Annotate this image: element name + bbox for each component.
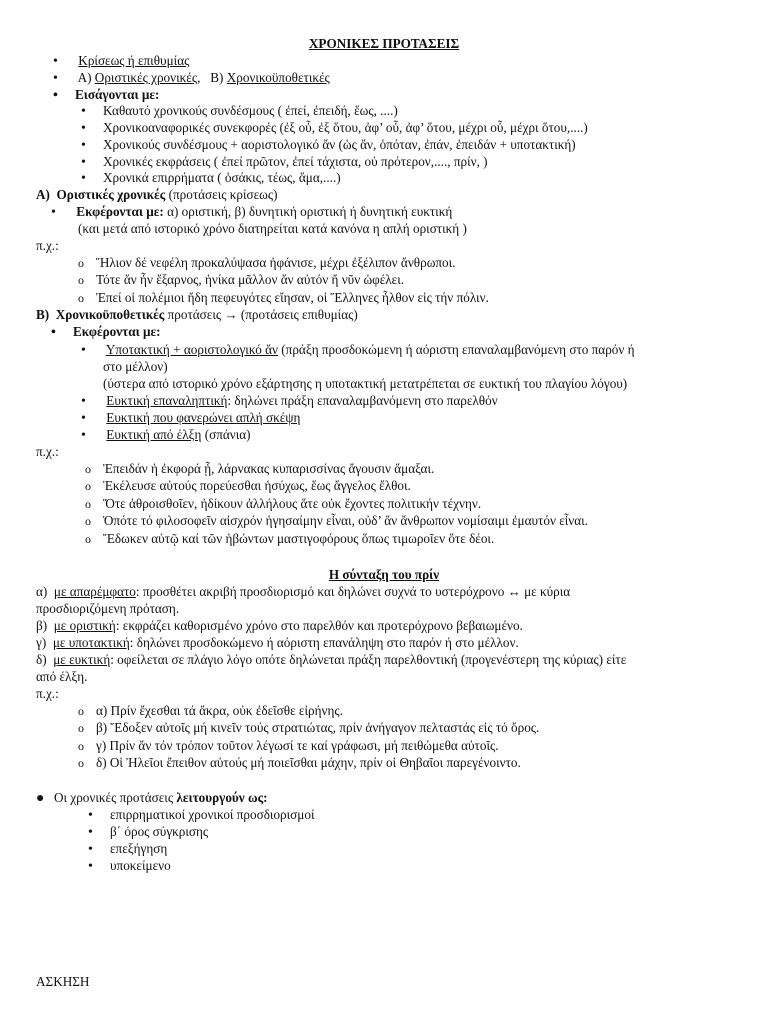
section-a-expr-rest: α) οριστική, β) δυνητική οριστική ή δυνητική ευκτική bbox=[163, 204, 453, 219]
section-b-expr: • Εκφέρονται με: bbox=[73, 323, 160, 341]
section-a-example-2: o Τότε ἄν ἦν ἔξαρνος, ἡνίκα μᾶλλον ἄν αὐτόν ἤ νῦν ὠφέλει. bbox=[96, 271, 404, 289]
intro-item-2-a: Οριστικές χρονικές bbox=[94, 70, 198, 85]
section-b-item-1-cont: στο μέλλον) bbox=[103, 359, 168, 374]
prin-example-1: o α) Πρίν ἔχεσθαι τά ἄκρα, οὐκ ἐδεῖσθε εἰρήνης. bbox=[96, 702, 343, 720]
exercise-heading: ΑΣΚΗΣΗ bbox=[36, 974, 90, 989]
intro-sub-3: • Χρονικούς συνδέσμους + αοριστολογικό ἄν (ὡς ἄν, ὁπόταν, ἐπάν, ἐπειδάν + υποτακτική) bbox=[103, 136, 576, 154]
prin-c-rest: : δηλώνει προσδοκώμενο ή αόριστη επανάληψη στο παρόν ή στο μέλλον. bbox=[129, 635, 519, 650]
intro-sub-1: • Καθαυτό χρονικούς συνδέσμους ( ἐπεί, ἐπειδή, ἕως, ....) bbox=[103, 102, 398, 120]
function-lead-text: Οι χρονικές προτάσεις bbox=[54, 790, 177, 805]
prin-c bbox=[36, 634, 519, 651]
intro-sub-5: • Χρονικά επιρρήματα ( ὁσάκις, τέως, ἅμα,....) bbox=[103, 169, 341, 187]
prin-b bbox=[36, 617, 523, 634]
prin-example-2: o β) Ἔδοξεν αὐτοῖς μή κινεῖν τούς στρατιώτας, πρίν ἀνήγαγον πελταστάς εἰς τό ὄρος. bbox=[96, 719, 539, 737]
prin-b-u: με οριστική bbox=[53, 618, 116, 633]
section-b-example-1: o Ἐπειδάν ἡ ἐκφορά ᾖ, λάρνακας κυπαρισσίνας ἄγουσιν ἅμαξαι. bbox=[103, 460, 434, 478]
section-b-example-3: o Ὅτε ἀθροισθοῖεν, ἠδίκουν ἀλλήλους ἅτε οὐκ ἔχοντες πολιτικήν τέχνην. bbox=[103, 495, 481, 513]
section-b-item-2-rest: : δηλώνει πράξη επαναλαμβανόμενη στο παρελθόν bbox=[227, 393, 498, 408]
section-b-heading-rest: προτάσεις → (προτάσεις επιθυμίας) bbox=[164, 307, 358, 322]
section-b-item-4-rest: (σπάνια) bbox=[201, 427, 251, 442]
page-title: ΧΡΟΝΙΚΕΣ ΠΡΟΤΑΣΕΙΣ bbox=[308, 36, 460, 51]
prin-example-3: o γ) Πρίν ἄν τόν τρόπον τοῦτον λέγωσί τε καί γράφωσι, μή πειθώμεθα αὐτοῖς. bbox=[96, 737, 499, 755]
section-b-eg-label: π.χ.: bbox=[36, 444, 59, 459]
section-b-item-2-u: Ευκτική επαναληπτική bbox=[106, 393, 228, 408]
prin-c-pre: γ) bbox=[36, 635, 53, 650]
intro-item-2-b: Χρονικοϋποθετικές bbox=[226, 70, 330, 85]
function-item-2: • β΄ όρος σύγκρισης bbox=[110, 823, 208, 841]
prin-d-rest: : οφείλεται σε πλάγιο λόγο οπότε δηλώνεται πράξη παρελθοντική (προγενέστερη της κύριας) είτε bbox=[110, 652, 627, 667]
section-b-item-3-u: Ευκτική που φανερώνει απλή σκέψη bbox=[106, 410, 301, 425]
section-b-heading bbox=[36, 306, 358, 323]
prin-a-u: με απαρέμφατο bbox=[53, 584, 136, 599]
section-b-item-2 bbox=[103, 392, 498, 410]
section-b-item-3 bbox=[103, 409, 300, 427]
section-a-expr bbox=[73, 203, 452, 221]
section-a-heading-bold: Α) Οριστικές χρονικές bbox=[36, 187, 166, 202]
section-b-example-5: o Ἔδωκεν αὐτῷ καί τῶν ἡβώντων μαστιγοφόρους ὅπως τιμωροῖεν ὅτε δέοι. bbox=[103, 530, 494, 548]
intro-item-1 bbox=[75, 52, 189, 70]
section-a-example-3: o Ἐπεί οἱ πολέμιοι ἤδη πεφευγότες εἴησαν, οἱ Ἕλληνες ἦλθον εἰς τήν πόλιν. bbox=[96, 289, 489, 307]
prin-d bbox=[36, 651, 626, 668]
section-b-example-4: o Ὁπότε τό φιλοσοφεῖν αἰσχρόν ἡγησαίμην εἶναι, οὐδ’ ἄν ἄνθρωπον νομίσαιμι ἐμαυτόν εἶναι. bbox=[103, 512, 588, 530]
section-a-heading-rest: (προτάσεις κρίσεως) bbox=[165, 187, 278, 202]
intro-item-3: • Εισάγονται με: bbox=[75, 86, 159, 104]
prin-a-cont: προσδιοριζόμενη πρόταση. bbox=[36, 601, 180, 616]
prin-a bbox=[36, 583, 570, 600]
function-item-4: • υποκείμενο bbox=[110, 857, 171, 875]
prin-d-u: με ευκτική bbox=[53, 652, 111, 667]
prin-b-rest: : εκφράζει καθορισμένο χρόνο στο παρελθόν και προτερόχρονο βεβαιωμένο. bbox=[115, 618, 523, 633]
bullet-icon: ● bbox=[36, 791, 45, 806]
section-a-note: (και μετά από ιστορικό χρόνο διατηρείται κατά κανόνα η απλή οριστική ) bbox=[78, 221, 467, 236]
function-item-1: • επιρρηματικοί χρονικοί προσδιορισμοί bbox=[110, 806, 315, 824]
prin-b-pre: β) bbox=[36, 618, 54, 633]
section-b-item-4-u: Ευκτική από έλξη bbox=[106, 427, 202, 442]
section-b-item-1-rest: (πράξη προσδοκώμενη ή αόριστη επαναλαμβανόμενη στο παρόν ή bbox=[277, 342, 635, 357]
intro-item-2 bbox=[75, 69, 330, 87]
intro-item-2-prefix: Α) bbox=[77, 70, 95, 85]
prin-eg-label: π.χ.: bbox=[36, 686, 59, 701]
prin-example-4: o δ) Οἱ Ἠλεῖοι ἔπειθον αὐτούς μή ποιεῖσθαι μάχην, πρίν οἱ Θηβαῖοι παρεγένοιντο. bbox=[96, 754, 521, 772]
section-b-example-2: o Ἐκέλευσε αὐτούς πορεύεσθαι ἡσύχως, ἕως ἄγγελος ἔλθοι. bbox=[103, 477, 411, 495]
intro-sub-2: • Χρονικοαναφορικές συνεκφορές (ἐξ οὗ, ἐξ ὅτου, ἀφ’ οὗ, ἀφ’ ὅτου, μέχρι οὗ, μέχρι ὅτου,....) bbox=[103, 119, 588, 137]
section-a-eg-label: π.χ.: bbox=[36, 238, 59, 253]
intro-sub-4: • Χρονικές εκφράσεις ( ἐπεί πρῶτον, ἐπεί τάχιστα, οὐ πρότερον,...., πρίν, ) bbox=[103, 153, 488, 171]
prin-d-pre: δ) bbox=[36, 652, 54, 667]
section-b-heading-bold: Β) Χρονικοϋποθετικές bbox=[36, 307, 165, 322]
prin-title: Η σύνταξη του πρίν bbox=[328, 567, 440, 582]
prin-d-cont: από έλξη. bbox=[36, 669, 88, 684]
section-b-item-1 bbox=[103, 341, 635, 359]
section-b-item-1-u: Υποτακτική + αοριστολογικό ἄν bbox=[105, 342, 278, 357]
prin-c-u: με υποτακτική bbox=[52, 635, 130, 650]
intro-item-1-text: Κρίσεως ή επιθυμίας bbox=[78, 53, 190, 68]
prin-a-pre: α) bbox=[36, 584, 54, 599]
function-lead-bold: λειτουργούν ως: bbox=[176, 790, 268, 805]
prin-a-rest: : προσθέτει ακριβή προσδιορισμό και δηλώνει συχνά το υστερόχρονο ↔ με κύρια bbox=[135, 584, 571, 599]
function-item-3: • επεξήγηση bbox=[110, 840, 167, 858]
section-a-expr-bold: Εκφέρονται με: bbox=[76, 204, 164, 219]
section-b-item-4 bbox=[103, 426, 251, 444]
section-a-example-1: o Ἥλιον δέ νεφέλη προκαλύψασα ἠφάνισε, μέχρι ἐξέλιπον ἄνθρωποι. bbox=[96, 254, 455, 272]
intro-item-2-mid: , Β) bbox=[197, 70, 227, 85]
section-b-item-1-note: (ύστερα από ιστορικό χρόνο εξάρτησης η υποτακτική μετατρέπεται σε ευκτική του πλαγίου λόγου) bbox=[103, 376, 628, 391]
section-a-heading bbox=[36, 186, 277, 203]
function-lead bbox=[36, 789, 268, 807]
